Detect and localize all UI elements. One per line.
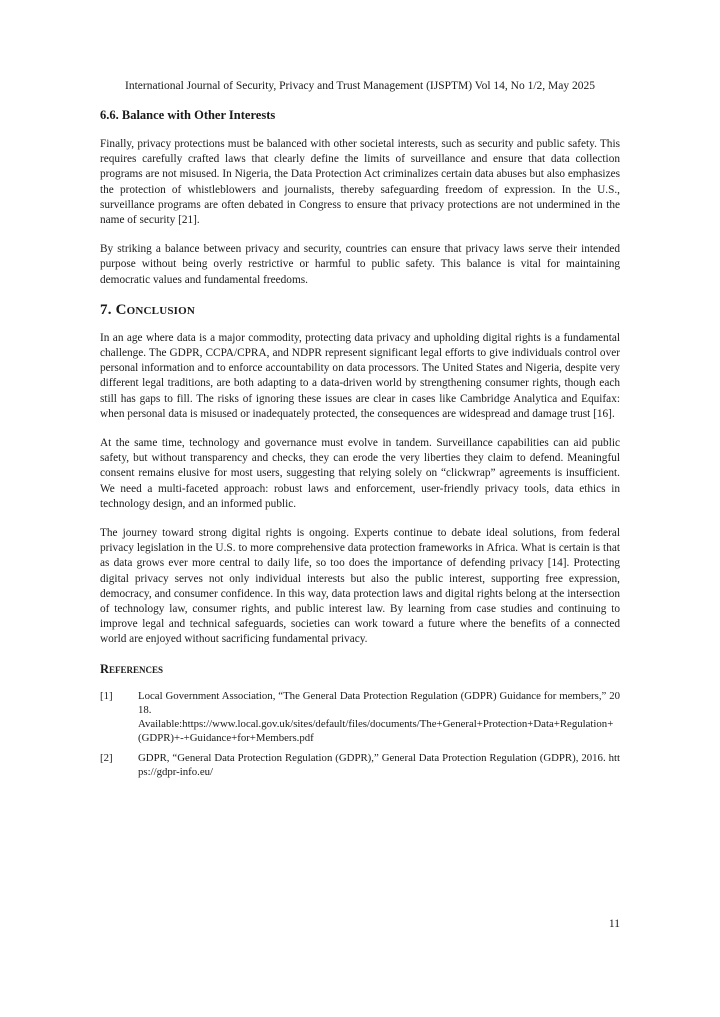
reference-number: [1]: [100, 689, 113, 702]
conclusion-paragraph-2: At the same time, technology and governance must evolve in tandem. Surveillance capabilities can aid public safety, but without transparency and checks, they can erode the very liberties they claim to defend. Meaningful consent remains elusive for most users, suggesting that relying solely on “clickwrap” agreements is insufficient. We need a multi-faceted approach: robust laws and enforcement, user-friendly privacy tools, data ethics in technology design, and an informed public.: [100, 437, 620, 510]
reference-item: [100, 751, 620, 779]
conclusion-paragraph-1: In an age where data is a major commodity, protecting data privacy and upholding digital rights is a fundamental challenge. The GDPR, CCPA/CPRA, and NDPR represent significant legal efforts to give individuals control over personal information and to enforce accountability on data processors. The United States and Nigeria, despite very different legal traditions, are both adapting to a data-driven world by strengthening consumer rights, though each still has gaps to fill. The risks of ignoring these issues are clear in cases like Cambridge Analytica and Equifax: when personal data is misused or inadequately protected, the consequences are widespread and damage trust [16].: [100, 331, 620, 420]
conclusion-paragraph-3: The journey toward strong digital rights is ongoing. Experts continue to debate ideal solutions, from federal privacy legislation in the U.S. to more comprehensive data protection frameworks in Africa. What is certain is that as data grows ever more central to daily life, so too does the importance of defending privacy [14]. Protecting digital privacy serves not only individual interests but also the public interest, supporting free expression, democracy, and consumer confidence. In this way, data protection laws and digital rights belong at the intersection of technology law, consumer rights, and public interest law. By learning from case studies and continuing to improve legal and technical safeguards, societies can work toward a future where the benefits of a connected world are enjoyed without sacrificing fundamental privacy.: [100, 527, 620, 646]
reference-text: Local Government Association, “The General Data Protection Regulation (GDPR) Guidance for members,” 2018.: [138, 689, 620, 716]
references-heading: References: [100, 661, 164, 676]
reference-url[interactable]: Available:https://www.local.gov.uk/sites/default/files/documents/The+General+Protection+Data+Regulation+(GDPR)+-+Guidance+for+Members.pdf: [138, 717, 614, 744]
running-header: International Journal of Security, Privacy and Trust Management (IJSPTM) Vol 14, No 1/2, May 2025: [125, 80, 595, 92]
reference-item: [100, 689, 620, 745]
section-6-6-heading: 6.6. Balance with Other Interests: [100, 108, 276, 122]
reference-body: [138, 689, 620, 745]
reference-text: GDPR, “General Data Protection Regulation (GDPR),” General Data Protection Regulation (GDPR), 2016. https://gdpr-info.eu/: [138, 751, 620, 778]
page-content: [100, 108, 620, 785]
page-number: 11: [608, 918, 620, 930]
section-6-6-paragraph-1: Finally, privacy protections must be balanced with other societal interests, such as security and public safety. This requires carefully crafted laws that clearly define the limits of surveillance and ensure that data collection programs are not misused. In Nigeria, the Data Protection Act criminalizes certain data abuses but also emphasizes the protection of whistleblowers and journalists, thereby safeguarding freedom of expression. In the U.S., surveillance programs are often debated in Congress to ensure that privacy protections are not undermined in the name of security [21].: [100, 138, 620, 227]
section-6-6-paragraph-2: By striking a balance between privacy and security, countries can ensure that privacy laws serve their intended purpose without being overly restrictive or harmful to public safety. This balance is vital for maintaining democratic values and fundamental freedoms.: [100, 243, 620, 286]
conclusion-heading: 7. Conclusion: [100, 301, 196, 318]
reference-number: [2]: [100, 751, 113, 764]
reference-body: [138, 751, 620, 779]
